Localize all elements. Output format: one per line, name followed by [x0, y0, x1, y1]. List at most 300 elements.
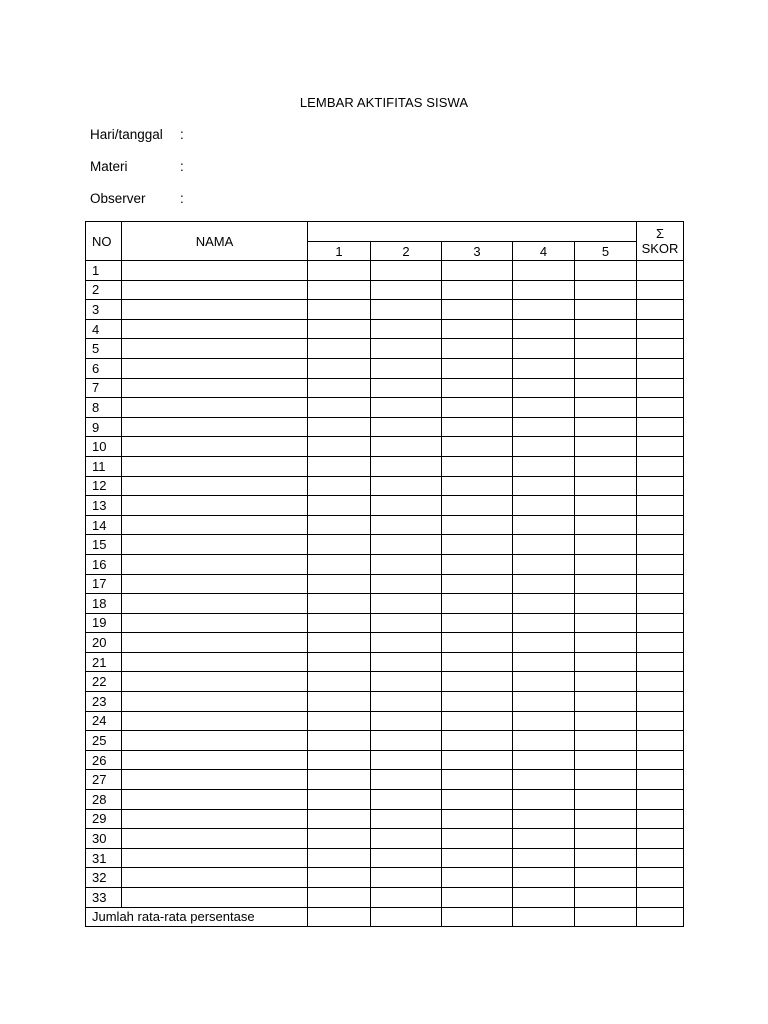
aspect-5-cell[interactable]	[575, 731, 637, 751]
footer-score-cell[interactable]	[637, 907, 684, 927]
aspect-3-cell[interactable]	[442, 280, 513, 300]
table-row	[86, 594, 684, 614]
aspect-2-cell[interactable]	[371, 750, 442, 770]
aspect-4-cell[interactable]	[513, 496, 575, 516]
score-cell[interactable]	[637, 456, 684, 476]
header-aspect-5: 5	[575, 242, 637, 261]
aspect-1-cell[interactable]	[308, 633, 371, 653]
page-title: LEMBAR AKTIFITAS SISWA	[299, 95, 469, 110]
aspect-1-cell[interactable]	[308, 829, 371, 849]
aspect-1-cell[interactable]	[308, 358, 371, 378]
score-cell[interactable]	[637, 868, 684, 888]
score-cell[interactable]	[637, 319, 684, 339]
header-score	[637, 222, 684, 261]
score-cell[interactable]	[637, 417, 684, 437]
footer-aspect-3-cell[interactable]	[442, 907, 513, 927]
aspect-3-cell[interactable]	[442, 574, 513, 594]
name-cell[interactable]	[122, 437, 308, 457]
table-row	[86, 261, 684, 281]
aspect-4-cell[interactable]	[513, 888, 575, 908]
table-row	[86, 888, 684, 908]
row-number: 15	[86, 535, 122, 555]
aspect-2-cell[interactable]	[371, 809, 442, 829]
score-cell[interactable]	[637, 672, 684, 692]
aspect-3-cell[interactable]	[442, 437, 513, 457]
score-cell[interactable]	[637, 554, 684, 574]
score-cell[interactable]	[637, 358, 684, 378]
aspect-4-cell[interactable]	[513, 378, 575, 398]
aspect-3-cell[interactable]	[442, 613, 513, 633]
score-cell[interactable]	[637, 633, 684, 653]
aspect-5-cell[interactable]	[575, 319, 637, 339]
aspect-5-cell[interactable]	[575, 692, 637, 712]
aspect-3-cell[interactable]	[442, 790, 513, 810]
aspect-5-cell[interactable]	[575, 672, 637, 692]
aspect-3-cell[interactable]	[442, 829, 513, 849]
aspect-2-cell[interactable]	[371, 652, 442, 672]
name-cell[interactable]	[122, 456, 308, 476]
aspect-2-cell[interactable]	[371, 319, 442, 339]
aspect-5-cell[interactable]	[575, 809, 637, 829]
header-aspect-2: 2	[371, 242, 442, 261]
aspect-2-cell[interactable]	[371, 300, 442, 320]
aspect-4-cell[interactable]	[513, 358, 575, 378]
aspect-1-cell[interactable]	[308, 339, 371, 359]
score-cell[interactable]	[637, 535, 684, 555]
aspect-1-cell[interactable]	[308, 692, 371, 712]
table-row	[86, 574, 684, 594]
aspect-5-cell[interactable]	[575, 476, 637, 496]
header-no: NO	[86, 222, 122, 261]
aspect-5-cell[interactable]	[575, 848, 637, 868]
aspect-5-cell[interactable]	[575, 711, 637, 731]
aspect-3-cell[interactable]	[442, 652, 513, 672]
name-cell[interactable]	[122, 476, 308, 496]
name-cell[interactable]	[122, 613, 308, 633]
aspect-2-cell[interactable]	[371, 515, 442, 535]
aspect-3-cell[interactable]	[442, 750, 513, 770]
row-number: 3	[86, 300, 122, 320]
table-footer-row	[86, 907, 684, 927]
aspect-1-cell[interactable]	[308, 613, 371, 633]
score-cell[interactable]	[637, 829, 684, 849]
aspect-4-cell[interactable]	[513, 829, 575, 849]
aspect-2-cell[interactable]	[371, 672, 442, 692]
name-cell[interactable]	[122, 790, 308, 810]
aspect-1-cell[interactable]	[308, 594, 371, 614]
aspect-4-cell[interactable]	[513, 770, 575, 790]
table-row	[86, 417, 684, 437]
row-number: 20	[86, 633, 122, 653]
table-row	[86, 496, 684, 516]
name-cell[interactable]	[122, 554, 308, 574]
aspect-3-cell[interactable]	[442, 731, 513, 751]
aspect-4-cell[interactable]	[513, 594, 575, 614]
aspect-4-cell[interactable]	[513, 476, 575, 496]
aspect-2-cell[interactable]	[371, 417, 442, 437]
aspect-3-cell[interactable]	[442, 633, 513, 653]
aspect-4-cell[interactable]	[513, 711, 575, 731]
meta-row-observer	[90, 190, 184, 208]
aspect-1-cell[interactable]	[308, 476, 371, 496]
name-cell[interactable]	[122, 888, 308, 908]
score-cell[interactable]	[637, 770, 684, 790]
aspect-5-cell[interactable]	[575, 515, 637, 535]
row-number: 7	[86, 378, 122, 398]
score-cell[interactable]	[637, 711, 684, 731]
score-cell[interactable]	[637, 496, 684, 516]
row-number: 19	[86, 613, 122, 633]
aspect-4-cell[interactable]	[513, 809, 575, 829]
aspect-2-cell[interactable]	[371, 633, 442, 653]
aspect-4-cell[interactable]	[513, 535, 575, 555]
table-row	[86, 358, 684, 378]
aspect-5-cell[interactable]	[575, 398, 637, 418]
aspect-3-cell[interactable]	[442, 496, 513, 516]
aspect-5-cell[interactable]	[575, 280, 637, 300]
name-cell[interactable]	[122, 868, 308, 888]
aspect-1-cell[interactable]	[308, 300, 371, 320]
aspect-4-cell[interactable]	[513, 437, 575, 457]
aspect-5-cell[interactable]	[575, 300, 637, 320]
aspect-3-cell[interactable]	[442, 711, 513, 731]
aspect-3-cell[interactable]	[442, 692, 513, 712]
aspect-5-cell[interactable]	[575, 888, 637, 908]
meta-label-date: Hari/tanggal	[90, 127, 163, 142]
score-cell[interactable]	[637, 692, 684, 712]
aspect-3-cell[interactable]	[442, 358, 513, 378]
name-cell[interactable]	[122, 496, 308, 516]
table-row	[86, 378, 684, 398]
name-cell[interactable]	[122, 261, 308, 281]
score-cell[interactable]	[637, 750, 684, 770]
table-row	[86, 829, 684, 849]
header-skor-label: SKOR	[641, 241, 679, 256]
aspect-2-cell[interactable]	[371, 476, 442, 496]
aspect-1-cell[interactable]	[308, 574, 371, 594]
aspect-1-cell[interactable]	[308, 515, 371, 535]
aspect-3-cell[interactable]	[442, 809, 513, 829]
aspect-3-cell[interactable]	[442, 672, 513, 692]
aspect-4-cell[interactable]	[513, 515, 575, 535]
aspect-1-cell[interactable]	[308, 809, 371, 829]
aspect-3-cell[interactable]	[442, 848, 513, 868]
aspect-2-cell[interactable]	[371, 261, 442, 281]
table-row	[86, 809, 684, 829]
aspect-2-cell[interactable]	[371, 594, 442, 614]
aspect-4-cell[interactable]	[513, 261, 575, 281]
score-cell[interactable]	[637, 261, 684, 281]
name-cell[interactable]	[122, 319, 308, 339]
table-row	[86, 437, 684, 457]
table-row	[86, 535, 684, 555]
aspect-5-cell[interactable]	[575, 750, 637, 770]
aspect-5-cell[interactable]	[575, 790, 637, 810]
name-cell[interactable]	[122, 711, 308, 731]
row-number: 14	[86, 515, 122, 535]
name-cell[interactable]	[122, 535, 308, 555]
aspect-3-cell[interactable]	[442, 378, 513, 398]
aspect-5-cell[interactable]	[575, 378, 637, 398]
aspect-2-cell[interactable]	[371, 280, 442, 300]
table-row	[86, 633, 684, 653]
name-cell[interactable]	[122, 829, 308, 849]
score-cell[interactable]	[637, 574, 684, 594]
score-cell[interactable]	[637, 339, 684, 359]
name-cell[interactable]	[122, 398, 308, 418]
score-cell[interactable]	[637, 848, 684, 868]
row-number: 10	[86, 437, 122, 457]
aspect-5-cell[interactable]	[575, 535, 637, 555]
row-number: 26	[86, 750, 122, 770]
aspect-3-cell[interactable]	[442, 261, 513, 281]
table-row	[86, 692, 684, 712]
aspect-5-cell[interactable]	[575, 652, 637, 672]
table-row	[86, 672, 684, 692]
aspect-1-cell[interactable]	[308, 378, 371, 398]
aspect-2-cell[interactable]	[371, 692, 442, 712]
aspect-4-cell[interactable]	[513, 848, 575, 868]
table-row	[86, 280, 684, 300]
aspect-3-cell[interactable]	[442, 339, 513, 359]
aspect-2-cell[interactable]	[371, 358, 442, 378]
aspect-4-cell[interactable]	[513, 280, 575, 300]
aspect-2-cell[interactable]	[371, 456, 442, 476]
score-cell[interactable]	[637, 888, 684, 908]
header-nama: NAMA	[122, 222, 308, 261]
name-cell[interactable]	[122, 594, 308, 614]
aspect-1-cell[interactable]	[308, 672, 371, 692]
score-cell[interactable]	[637, 398, 684, 418]
name-cell[interactable]	[122, 339, 308, 359]
aspect-5-cell[interactable]	[575, 456, 637, 476]
meta-colon: :	[180, 191, 184, 206]
aspect-1-cell[interactable]	[308, 770, 371, 790]
meta-row-date	[90, 126, 184, 144]
score-cell[interactable]	[637, 790, 684, 810]
aspect-3-cell[interactable]	[442, 417, 513, 437]
table-row	[86, 613, 684, 633]
aspect-3-cell[interactable]	[442, 300, 513, 320]
aspect-4-cell[interactable]	[513, 613, 575, 633]
aspect-3-cell[interactable]	[442, 476, 513, 496]
table-row	[86, 515, 684, 535]
aspect-1-cell[interactable]	[308, 261, 371, 281]
aspect-4-cell[interactable]	[513, 672, 575, 692]
aspect-5-cell[interactable]	[575, 339, 637, 359]
aspect-5-cell[interactable]	[575, 770, 637, 790]
table-row	[86, 300, 684, 320]
name-cell[interactable]	[122, 515, 308, 535]
name-cell[interactable]	[122, 672, 308, 692]
aspect-1-cell[interactable]	[308, 496, 371, 516]
aspect-5-cell[interactable]	[575, 358, 637, 378]
score-cell[interactable]	[637, 280, 684, 300]
row-number: 12	[86, 476, 122, 496]
aspect-3-cell[interactable]	[442, 868, 513, 888]
aspect-1-cell[interactable]	[308, 554, 371, 574]
aspect-1-cell[interactable]	[308, 888, 371, 908]
aspect-5-cell[interactable]	[575, 574, 637, 594]
aspect-4-cell[interactable]	[513, 750, 575, 770]
aspect-2-cell[interactable]	[371, 868, 442, 888]
row-number: 6	[86, 358, 122, 378]
row-number: 4	[86, 319, 122, 339]
aspect-3-cell[interactable]	[442, 398, 513, 418]
aspect-5-cell[interactable]	[575, 417, 637, 437]
score-cell[interactable]	[637, 613, 684, 633]
aspect-5-cell[interactable]	[575, 829, 637, 849]
aspect-5-cell[interactable]	[575, 633, 637, 653]
name-cell[interactable]	[122, 809, 308, 829]
aspect-1-cell[interactable]	[308, 750, 371, 770]
aspect-2-cell[interactable]	[371, 711, 442, 731]
aspect-2-cell[interactable]	[371, 535, 442, 555]
row-number: 27	[86, 770, 122, 790]
aspect-1-cell[interactable]	[308, 417, 371, 437]
score-cell[interactable]	[637, 437, 684, 457]
name-cell[interactable]	[122, 378, 308, 398]
score-cell[interactable]	[637, 594, 684, 614]
aspect-3-cell[interactable]	[442, 319, 513, 339]
header-aspect-3: 3	[442, 242, 513, 261]
aspect-4-cell[interactable]	[513, 790, 575, 810]
aspect-4-cell[interactable]	[513, 731, 575, 751]
row-number: 2	[86, 280, 122, 300]
aspect-2-cell[interactable]	[371, 554, 442, 574]
aspect-4-cell[interactable]	[513, 417, 575, 437]
aspect-2-cell[interactable]	[371, 731, 442, 751]
name-cell[interactable]	[122, 692, 308, 712]
row-number: 1	[86, 261, 122, 281]
score-cell[interactable]	[637, 809, 684, 829]
row-number: 24	[86, 711, 122, 731]
name-cell[interactable]	[122, 731, 308, 751]
row-number: 22	[86, 672, 122, 692]
aspect-4-cell[interactable]	[513, 692, 575, 712]
aspect-4-cell[interactable]	[513, 339, 575, 359]
aspect-4-cell[interactable]	[513, 652, 575, 672]
aspect-5-cell[interactable]	[575, 594, 637, 614]
aspect-4-cell[interactable]	[513, 456, 575, 476]
table-row	[86, 476, 684, 496]
aspect-2-cell[interactable]	[371, 770, 442, 790]
name-cell[interactable]	[122, 633, 308, 653]
aspect-4-cell[interactable]	[513, 398, 575, 418]
aspect-3-cell[interactable]	[442, 594, 513, 614]
row-number: 25	[86, 731, 122, 751]
aspect-4-cell[interactable]	[513, 868, 575, 888]
table-header-row	[86, 222, 684, 242]
aspect-5-cell[interactable]	[575, 496, 637, 516]
name-cell[interactable]	[122, 652, 308, 672]
row-number: 9	[86, 417, 122, 437]
row-number: 31	[86, 848, 122, 868]
aspect-2-cell[interactable]	[371, 829, 442, 849]
score-cell[interactable]	[637, 476, 684, 496]
aspect-1-cell[interactable]	[308, 319, 371, 339]
table-row	[86, 339, 684, 359]
row-number: 28	[86, 790, 122, 810]
aspect-2-cell[interactable]	[371, 790, 442, 810]
name-cell[interactable]	[122, 280, 308, 300]
aspect-4-cell[interactable]	[513, 300, 575, 320]
aspect-5-cell[interactable]	[575, 868, 637, 888]
row-number: 32	[86, 868, 122, 888]
aspect-4-cell[interactable]	[513, 319, 575, 339]
footer-aspect-5-cell[interactable]	[575, 907, 637, 927]
aspect-4-cell[interactable]	[513, 554, 575, 574]
name-cell[interactable]	[122, 770, 308, 790]
aspect-2-cell[interactable]	[371, 848, 442, 868]
aspect-5-cell[interactable]	[575, 613, 637, 633]
aspect-2-cell[interactable]	[371, 437, 442, 457]
name-cell[interactable]	[122, 574, 308, 594]
aspect-1-cell[interactable]	[308, 848, 371, 868]
score-cell[interactable]	[637, 300, 684, 320]
aspect-2-cell[interactable]	[371, 339, 442, 359]
name-cell[interactable]	[122, 750, 308, 770]
aspect-5-cell[interactable]	[575, 554, 637, 574]
footer-aspect-2-cell[interactable]	[371, 907, 442, 927]
name-cell[interactable]	[122, 300, 308, 320]
aspect-2-cell[interactable]	[371, 496, 442, 516]
meta-colon: :	[180, 127, 184, 142]
footer-aspect-4-cell[interactable]	[513, 907, 575, 927]
aspect-4-cell[interactable]	[513, 574, 575, 594]
aspect-4-cell[interactable]	[513, 633, 575, 653]
aspect-1-cell[interactable]	[308, 652, 371, 672]
score-cell[interactable]	[637, 515, 684, 535]
aspect-5-cell[interactable]	[575, 261, 637, 281]
aspect-3-cell[interactable]	[442, 888, 513, 908]
aspect-1-cell[interactable]	[308, 868, 371, 888]
aspect-2-cell[interactable]	[371, 574, 442, 594]
aspect-2-cell[interactable]	[371, 398, 442, 418]
score-cell[interactable]	[637, 731, 684, 751]
aspect-1-cell[interactable]	[308, 731, 371, 751]
aspect-3-cell[interactable]	[442, 770, 513, 790]
footer-aspect-1-cell[interactable]	[308, 907, 371, 927]
row-number: 29	[86, 809, 122, 829]
aspect-3-cell[interactable]	[442, 456, 513, 476]
aspect-3-cell[interactable]	[442, 554, 513, 574]
aspect-2-cell[interactable]	[371, 888, 442, 908]
name-cell[interactable]	[122, 358, 308, 378]
table-row	[86, 456, 684, 476]
aspect-1-cell[interactable]	[308, 437, 371, 457]
score-cell[interactable]	[637, 652, 684, 672]
aspect-1-cell[interactable]	[308, 456, 371, 476]
aspect-5-cell[interactable]	[575, 437, 637, 457]
row-number: 30	[86, 829, 122, 849]
score-cell[interactable]	[637, 378, 684, 398]
name-cell[interactable]	[122, 848, 308, 868]
meta-row-material	[90, 158, 184, 176]
aspect-1-cell[interactable]	[308, 535, 371, 555]
aspect-1-cell[interactable]	[308, 398, 371, 418]
aspect-2-cell[interactable]	[371, 378, 442, 398]
name-cell[interactable]	[122, 417, 308, 437]
aspect-1-cell[interactable]	[308, 280, 371, 300]
table-row	[86, 554, 684, 574]
aspect-1-cell[interactable]	[308, 711, 371, 731]
aspect-1-cell[interactable]	[308, 790, 371, 810]
row-number: 5	[86, 339, 122, 359]
aspect-3-cell[interactable]	[442, 535, 513, 555]
aspect-2-cell[interactable]	[371, 613, 442, 633]
aspect-3-cell[interactable]	[442, 515, 513, 535]
